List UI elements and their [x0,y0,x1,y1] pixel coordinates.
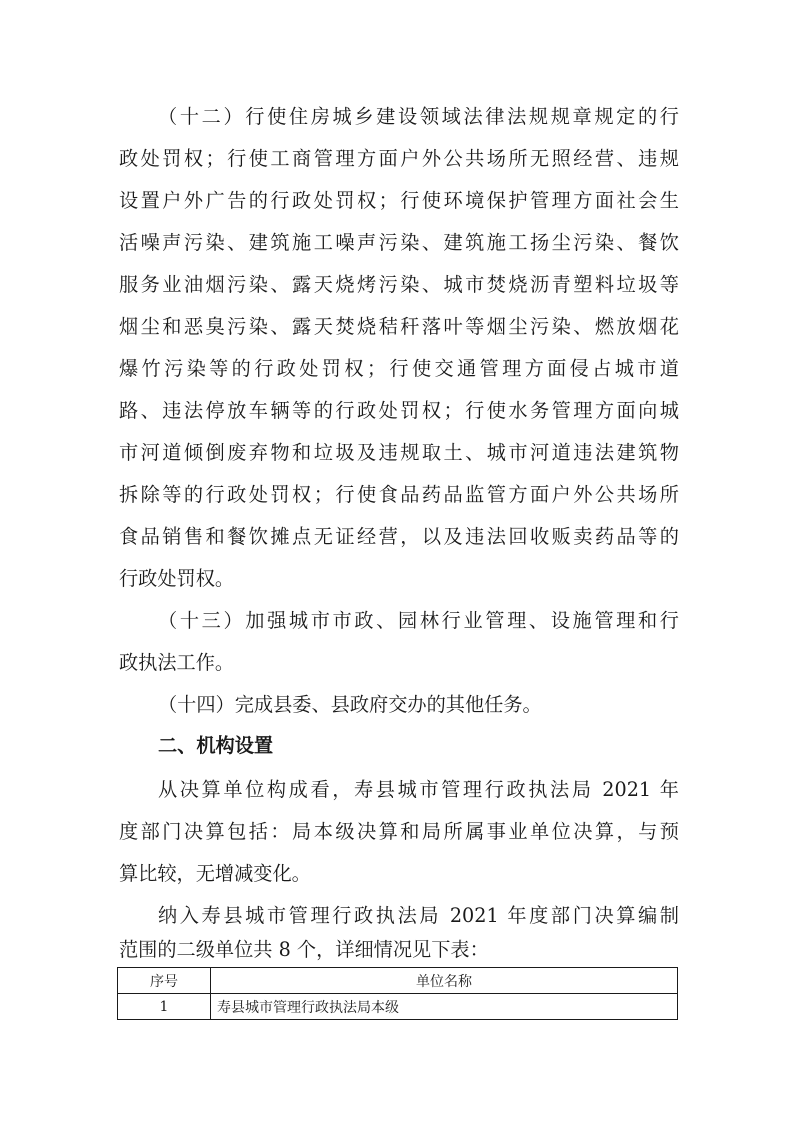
text-line: 路、违法停放车辆等的行政处罚权；行使水务管理方面向城 [119,399,679,422]
text-line: 度部门决算包括：局本级决算和局所属事业单位决算，与预 [119,820,679,843]
text-line: 纳入寿县城市管理行政执法局 2021 年度部门决算编制 [158,904,679,927]
text-line: 从决算单位构成看，寿县城市管理行政执法局 2021 年 [158,778,679,801]
table-row [118,994,678,1020]
text-line: （十四）完成县委、县政府交办的其他任务。 [158,693,542,716]
column-header-unit-name: 单位名称 [211,968,678,994]
text-line: 市河道倾倒废弃物和垃圾及违规取土、城市河道违法建筑物 [119,441,679,464]
text-line: 烟尘和恶臭污染、露天焚烧秸秆落叶等烟尘污染、燃放烟花 [119,315,679,338]
text-line: 政处罚权；行使工商管理方面户外公共场所无照经营、违规 [119,147,679,170]
text-line: 算比较，无增减变化。 [119,862,311,885]
text-line: 爆竹污染等的行政处罚权；行使交通管理方面侵占城市道 [119,357,679,380]
text-line: （十三）加强城市市政、园林行业管理、设施管理和行 [158,609,679,632]
text-line: （十二）行使住房城乡建设领域法律法规规章规定的行 [158,105,679,128]
text-line: 行政处罚权。 [119,567,235,590]
text-line: 活噪声污染、建筑施工噪声污染、建筑施工扬尘污染、餐饮 [119,231,679,254]
text-line: 政执法工作。 [119,651,235,674]
units-table [117,967,678,1020]
text-line: 设置户外广告的行政处罚权；行使环境保护管理方面社会生 [119,189,679,212]
table-cell-unit-name: 寿县城市管理行政执法局本级 [211,994,678,1020]
text-line: 服务业油烟污染、露天烧烤污染、城市焚烧沥青塑料垃圾等 [119,273,679,296]
text-line: 食品销售和餐饮摊点无证经营，以及违法回收贩卖药品等的 [119,525,679,548]
column-header-index: 序号 [118,968,211,994]
text-line: 拆除等的行政处罚权；行使食品药品监管方面户外公共场所 [119,483,679,506]
table-header-row [118,968,678,994]
section-heading: 二、机构设置 [158,734,274,757]
table-cell-index: 1 [118,994,211,1020]
text-line: 范围的二级单位共 8 个，详细情况见下表： [119,938,489,961]
